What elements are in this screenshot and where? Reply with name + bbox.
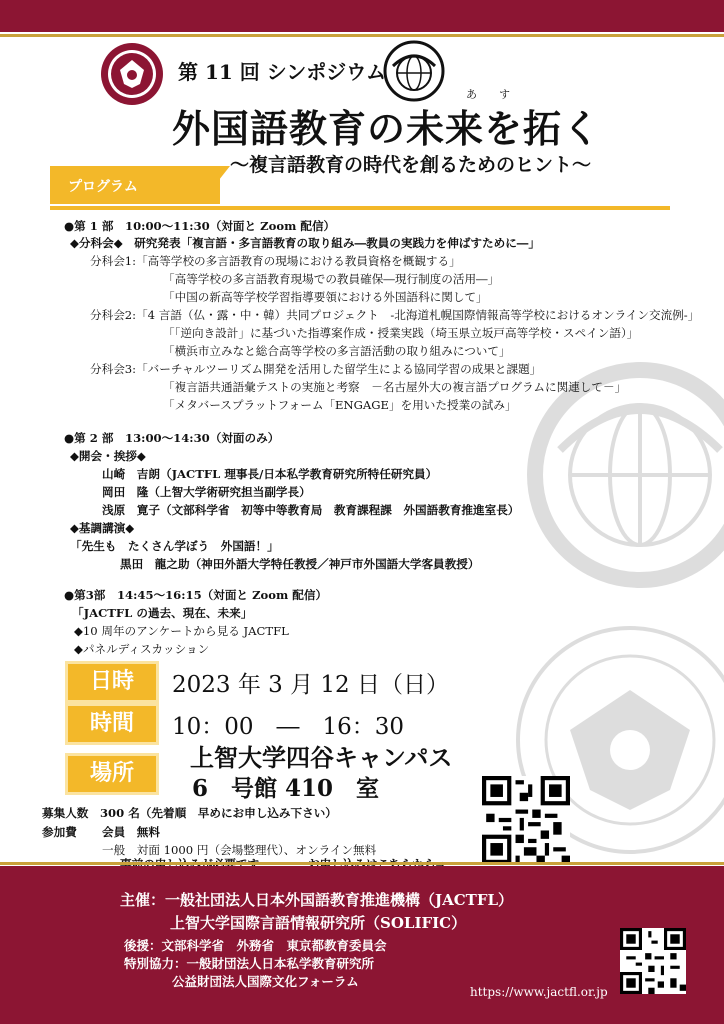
jactfl-watermark-logo: [520, 330, 724, 630]
session1-item2: 「高等学校の多言語教育現場での教員確保―現行制度の活用―」: [163, 272, 500, 286]
place-room: 6 号館 410 室: [192, 775, 380, 802]
main-title: 外国語教育の未来を拓く: [172, 106, 602, 151]
keynote-title: 「先生も たくさん学ぼう 外国語！」: [70, 539, 279, 553]
opening-heading: ◆開会・挨拶◆: [70, 449, 146, 463]
fee-member: 会員 無料: [102, 825, 160, 839]
part3-item2: ◆パネルディスカッション: [74, 642, 210, 656]
program-underline: [50, 206, 670, 210]
part1-session-title: ◆分科会◆ 研究発表「複言語・多言語教育の取り組み―教員の実践力を伸ばすために―」: [70, 236, 540, 250]
cooperation-1: 特別協力：一般財団法人日本私学教育研究所: [124, 956, 375, 971]
website-url[interactable]: https://www.jactfl.or.jp: [470, 985, 608, 999]
support-orgs: 後援：文部科学省 外務省 東京都教育委員会: [124, 938, 387, 953]
place-campus: 上智大学四谷キャンパス: [190, 743, 453, 772]
session2-item2: 「「逆向き設計」に基づいた指導案作成・授業実践（埼玉県立坂戸高等学校・スペイン語）」: [163, 326, 639, 340]
guest-yamazaki: 山崎 吉朗（JACTFL 理事長/日本私学教育研究所特任研究員）: [102, 467, 438, 481]
cooperation-2: 公益財団法人国際文化フォーラム: [172, 974, 359, 989]
fee-general: 一般 対面 1000 円（会場整理代）、オンライン無料: [102, 843, 377, 857]
part1-heading: ●第 1 部 10:00～11:30（対面と Zoom 配信）: [64, 219, 336, 233]
time-label: 時間: [68, 706, 156, 742]
program-tab-tip: [200, 166, 230, 204]
date-label: 日時: [68, 664, 156, 700]
symposium-number: 第 11 回 シンポジウム: [178, 60, 387, 84]
part2-heading: ●第 2 部 13:00～14:30（対面のみ）: [64, 431, 280, 445]
jactfl-logo: [383, 40, 445, 102]
part3-title: 「JACTFL の過去、現在、未来」: [72, 606, 253, 620]
title-ruby: あ す: [466, 88, 510, 101]
date-value: 2023 年 3 月 12 日（日）: [172, 672, 449, 698]
top-band: [0, 0, 724, 32]
application-qr-code[interactable]: [482, 776, 570, 864]
part3-heading: ●第3部 14:45～16:15（対面と Zoom 配信）: [64, 588, 328, 602]
sophia-logo: [100, 42, 164, 106]
part3-item1: ◆10 周年のアンケートから見る JACTFL: [74, 624, 289, 638]
session1-item3: 「中国の新高等学校学習指導要領における外国語科に関して」: [163, 290, 488, 304]
capacity-text: 募集人数 300 名（先着順 早めにお申し込み下さい）: [42, 806, 337, 820]
subtitle: ～複言語教育の時代を創るためのヒント～: [230, 154, 592, 176]
session3-item3: 「メタバースプラットフォーム「ENGAGE」を用いた授業の試み」: [163, 398, 517, 412]
host-jactfl: 主催：一般社団法人日本外国語教育推進機構（JACTFL）: [120, 891, 514, 909]
bottom-gold-line: [0, 862, 724, 865]
guest-okada: 岡田 隆（上智大学術研究担当副学長）: [102, 485, 311, 499]
session2-item1: 分科会2:「4 言語（仏・露・中・韓）共同プロジェクト -北海道札幌国際情報高等学校におけるオンライン交流例-」: [90, 308, 700, 322]
session1-item1: 分科会1:「高等学校の多言語教育の現場における教員資格を概観する」: [90, 254, 461, 268]
fee-label: 参加費: [42, 825, 77, 839]
program-label: プログラム: [68, 179, 138, 195]
place-label: 場所: [68, 756, 156, 792]
time-value: 10：00 ― 16：30: [172, 714, 405, 740]
guest-asahara: 浅原 寛子（文部科学省 初等中等教育局 教育課程課 外国語教育推進室長）: [102, 503, 520, 517]
keynote-speaker: 黒田 龍之助（神田外語大学特任教授／神戸市外国語大学客員教授）: [120, 557, 480, 571]
host-solific: 上智大学国際言語情報研究所（SOLIFIC）: [170, 914, 467, 932]
top-gold-line: [0, 34, 724, 37]
session3-item2: 「複言語共通語彙テストの実施と考察 －名古屋外大の複言語プログラムに関連して－」: [163, 380, 627, 394]
website-qr-code[interactable]: [620, 928, 686, 994]
session2-item3: 「横浜市立みなと総合高等学校の多言語活動の取り組みについて」: [163, 344, 511, 358]
keynote-heading: ◆基調講演◆: [70, 521, 135, 535]
session3-item1: 分科会3:「バーチャルツーリズム開発を活用した留学生による協同学習の成果と課題」: [90, 362, 542, 376]
